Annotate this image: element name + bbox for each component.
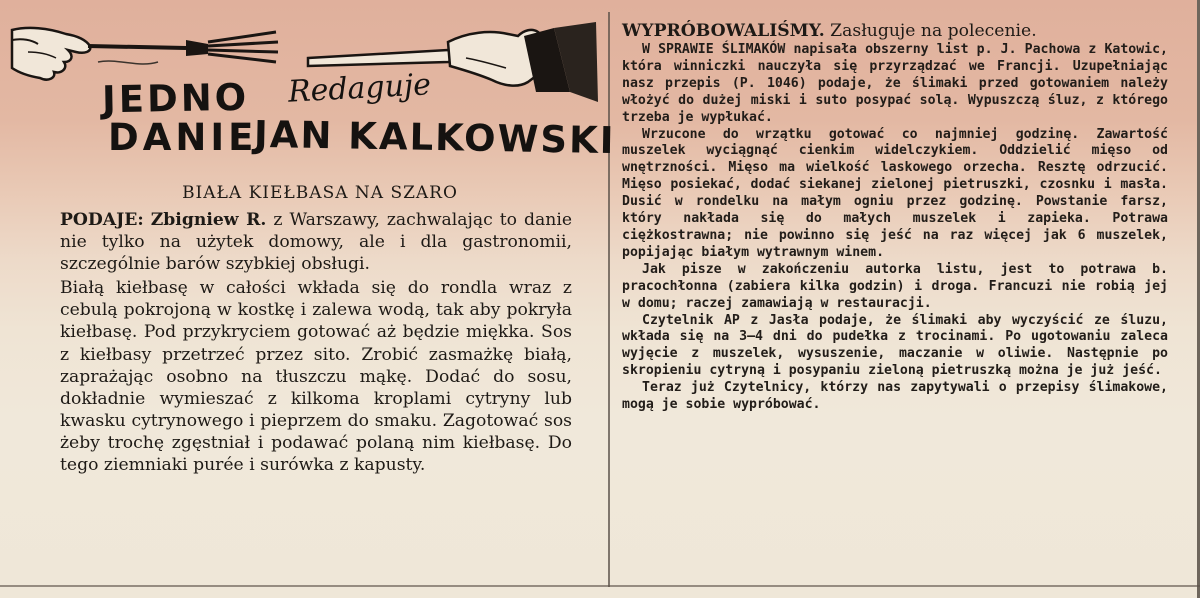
bottom-rule xyxy=(0,585,1200,587)
recipe-lead: PODAJE: xyxy=(60,210,144,230)
header-banner xyxy=(8,22,616,163)
snail-paragraph-1 xyxy=(622,42,1168,127)
verdict-paragraph xyxy=(622,20,1168,42)
header-word-jedno: JEDNO xyxy=(101,75,250,122)
recipe-title: BIAŁA KIEŁBASA NA SZARO xyxy=(182,183,458,203)
snail-paragraph-4-text: podaje, że ślimaki aby wyczyścić ze śluzu, wkłada się na 3—4 dni do pudełka z trocinami. Po ugotowaniu zaleca wyjęcie z muszelek, wysuszenie, maczanie w oliwie. Następnie po skropieniu cytryną i posypaniu zieloną pietruszką można je już jeść. xyxy=(622,312,1168,379)
column-divider xyxy=(608,12,610,587)
header-word-danie: DANIE xyxy=(108,116,258,159)
verdict-text: Zasługuje na polecenie. xyxy=(824,21,1037,41)
snail-paragraph-1-text: napisała obszerny list p. J. Pachowa z Katowic, która winniczki nauczyła się przyrządzać we Francji. Uzupełniając nasz przepis (P. 1046) podaje, że ślimaki przed gotowaniem należy włożyć do dużej miski i suto posypać solą. Wypuszczą śluz, z którego trzeba je wypłukać. xyxy=(622,42,1168,125)
reader-name: Czytelnik AP z Jasła xyxy=(642,312,809,328)
snail-lead: W SPRAWIE ŚLIMAKÓW xyxy=(642,42,786,57)
header-word-redaguje: Redaguje xyxy=(287,67,432,110)
recipe-method-paragraph: Białą kiełbasę w całości wkłada się do rondla wraz z cebulą pokrojoną w kostkę i zalewa wodą, tak aby pokryła kiełbasę. Pod przykryciem gotować aż będzie miękka. Sos z kiełbasy przetrzeć przez sito. Zrobić zasmażkę białą, zaprażając osobno na tłuszczu mąkę. Dodać do sosu, dokładnie wymieszać z kilkoma kroplami cytryny lub kwasku cytrynowego i pieprzem do smaku. Zagotować sos żeby trochę zgęstniał i podawać polaną nim kiełbasę. Do tego ziemniaki purée i surówka z kapusty. xyxy=(60,278,572,476)
snail-paragraph-5: Teraz już Czytelnicy, którzy nas zapytywali o przepisy ślimakowe, mogą je sobie wypróbować. xyxy=(622,380,1168,413)
recipe-body xyxy=(60,209,572,476)
snail-article xyxy=(622,20,1168,414)
recipe-intro-text: z Warszawy, zachwalając to danie nie tylko na użytek domowy, ale i dla gastronomii, szczególnie barów szybkiej obsługi. xyxy=(60,210,573,275)
recipe-author: Zbigniew R. xyxy=(150,210,267,230)
header-author-name: JAN KALKOWSKI xyxy=(253,112,616,163)
snail-paragraph-2: Wrzucone do wrzątku gotować co najmniej godzinę. Zawartość muszelek wyciągnąć cienkim widelczykiem. Oddzielić mięso od wnętrzności. Mięso ma wielkość laskowego orzecha. Resztę odrzucić. Mięso posiekać, dodać siekanej zielonej pietruszki, czosnku i masła. Dusić w rondelku na małym ogniu przez godzinę. Powstanie farsz, który nakłada się do małych muszelek i zapieka. Potrawa ciężkostrawna; nie powinno się jeść na raz więcej jak 6 muszelek, popijając białym wytrawnym winem. xyxy=(622,126,1168,260)
verdict-lead: WYPRÓBOWALIŚMY. xyxy=(622,21,825,41)
recipe-intro-paragraph xyxy=(60,209,572,275)
snail-paragraph-3: Jak pisze w zakończeniu autorka listu, jest to potrawa b. pracochłonna (zabiera kilka godzin) i droga. Francuzi nie robią jej w domu; raczej zamawiają w restauracji. xyxy=(622,261,1168,311)
snail-paragraph-4 xyxy=(622,313,1168,381)
